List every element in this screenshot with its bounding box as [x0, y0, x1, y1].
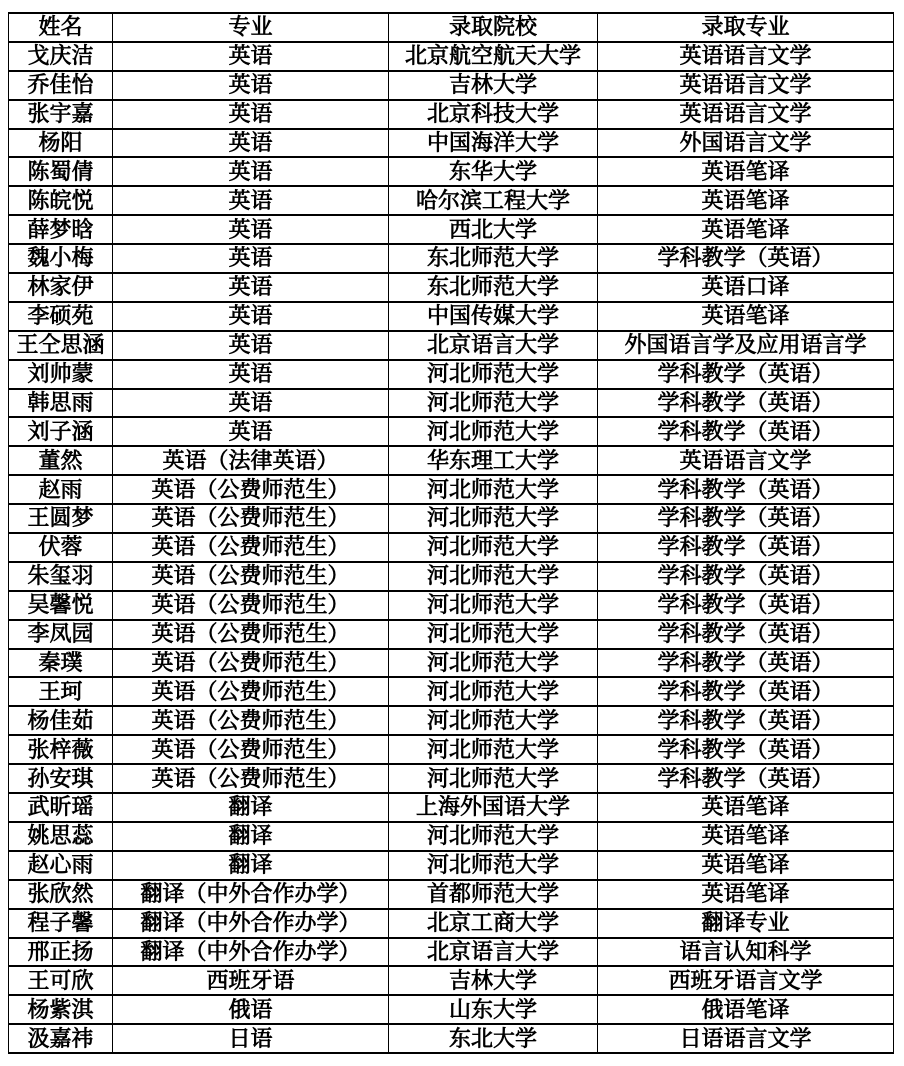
- cell-university: 河北师范大学: [389, 706, 598, 735]
- cell-university: 吉林大学: [389, 71, 598, 100]
- cell-university: 华东理工大学: [389, 446, 598, 475]
- cell-name: 乔佳怡: [9, 71, 113, 100]
- cell-university: 哈尔滨工程大学: [389, 186, 598, 215]
- cell-name: 陈蜀倩: [9, 157, 113, 186]
- table-row: [9, 591, 894, 620]
- table-row: [9, 157, 894, 186]
- cell-major: 英语: [113, 273, 389, 302]
- cell-major: 英语: [113, 389, 389, 418]
- table-row: [9, 706, 894, 735]
- cell-major: 英语（公费师范生）: [113, 649, 389, 678]
- cell-university: 北京语言大学: [389, 331, 598, 360]
- cell-name: 伏蓉: [9, 533, 113, 562]
- table-row: [9, 822, 894, 851]
- cell-name: 刘帅蒙: [9, 360, 113, 389]
- cell-admitted-major: 学科教学（英语）: [598, 764, 894, 793]
- cell-university: 河北师范大学: [389, 475, 598, 504]
- cell-name: 杨佳茹: [9, 706, 113, 735]
- cell-admitted-major: 学科教学（英语）: [598, 562, 894, 591]
- column-header-major: 专业: [113, 13, 389, 42]
- table-row: [9, 302, 894, 331]
- cell-admitted-major: 英语笔译: [598, 851, 894, 880]
- cell-admitted-major: 学科教学（英语）: [598, 389, 894, 418]
- cell-major: 英语（公费师范生）: [113, 562, 389, 591]
- header-row: [9, 13, 894, 42]
- table-row: [9, 504, 894, 533]
- cell-university: 河北师范大学: [389, 735, 598, 764]
- cell-name: 杨阳: [9, 129, 113, 158]
- cell-major: 日语: [113, 1024, 389, 1053]
- cell-major: 英语: [113, 244, 389, 273]
- cell-admitted-major: 英语口译: [598, 273, 894, 302]
- cell-admitted-major: 西班牙语言文学: [598, 966, 894, 995]
- cell-university: 河北师范大学: [389, 417, 598, 446]
- cell-university: 北京科技大学: [389, 100, 598, 129]
- cell-name: 林家伊: [9, 273, 113, 302]
- cell-major: 英语（公费师范生）: [113, 706, 389, 735]
- cell-admitted-major: 日语语言文学: [598, 1024, 894, 1053]
- table-row: [9, 42, 894, 71]
- cell-major: 英语: [113, 71, 389, 100]
- cell-admitted-major: 学科教学（英语）: [598, 735, 894, 764]
- cell-name: 汲嘉祎: [9, 1024, 113, 1053]
- admissions-table: [8, 12, 894, 1054]
- cell-admitted-major: 语言认知科学: [598, 938, 894, 967]
- cell-university: 河北师范大学: [389, 504, 598, 533]
- cell-major: 西班牙语: [113, 966, 389, 995]
- cell-name: 王可欣: [9, 966, 113, 995]
- table-row: [9, 100, 894, 129]
- cell-admitted-major: 英语语言文学: [598, 446, 894, 475]
- cell-major: 英语（公费师范生）: [113, 475, 389, 504]
- cell-university: 河北师范大学: [389, 389, 598, 418]
- cell-name: 邢正扬: [9, 938, 113, 967]
- cell-major: 英语: [113, 129, 389, 158]
- cell-admitted-major: 英语笔译: [598, 302, 894, 331]
- cell-major: 英语: [113, 186, 389, 215]
- cell-admitted-major: 学科教学（英语）: [598, 360, 894, 389]
- table-row: [9, 186, 894, 215]
- admissions-table-container: [8, 12, 894, 1054]
- cell-admitted-major: 英语笔译: [598, 186, 894, 215]
- table-header: [9, 13, 894, 42]
- cell-major: 英语（公费师范生）: [113, 735, 389, 764]
- cell-major: 英语（公费师范生）: [113, 591, 389, 620]
- cell-admitted-major: 学科教学（英语）: [598, 706, 894, 735]
- cell-major: 英语（法律英语）: [113, 446, 389, 475]
- column-header-name: 姓名: [9, 13, 113, 42]
- cell-name: 赵雨: [9, 475, 113, 504]
- table-row: [9, 475, 894, 504]
- cell-major: 英语: [113, 360, 389, 389]
- table-row: [9, 562, 894, 591]
- column-header-admitted-major: 录取专业: [598, 13, 894, 42]
- cell-admitted-major: 学科教学（英语）: [598, 417, 894, 446]
- cell-university: 吉林大学: [389, 966, 598, 995]
- cell-major: 翻译: [113, 793, 389, 822]
- cell-major: 英语: [113, 42, 389, 71]
- cell-university: 北京工商大学: [389, 909, 598, 938]
- cell-major: 俄语: [113, 995, 389, 1024]
- cell-name: 薛梦晗: [9, 215, 113, 244]
- cell-name: 王圆梦: [9, 504, 113, 533]
- cell-name: 姚思蕊: [9, 822, 113, 851]
- cell-name: 张宇嘉: [9, 100, 113, 129]
- table-row: [9, 215, 894, 244]
- table-row: [9, 793, 894, 822]
- cell-university: 河北师范大学: [389, 562, 598, 591]
- cell-admitted-major: 学科教学（英语）: [598, 244, 894, 273]
- table-row: [9, 360, 894, 389]
- table-row: [9, 389, 894, 418]
- table-row: [9, 909, 894, 938]
- table-row: [9, 331, 894, 360]
- cell-university: 河北师范大学: [389, 851, 598, 880]
- cell-university: 上海外国语大学: [389, 793, 598, 822]
- cell-name: 吴馨悦: [9, 591, 113, 620]
- table-row: [9, 273, 894, 302]
- cell-university: 中国海洋大学: [389, 129, 598, 158]
- table-row: [9, 851, 894, 880]
- cell-name: 张欣然: [9, 880, 113, 909]
- cell-major: 英语: [113, 100, 389, 129]
- cell-name: 杨紫淇: [9, 995, 113, 1024]
- cell-university: 河北师范大学: [389, 360, 598, 389]
- cell-major: 英语（公费师范生）: [113, 764, 389, 793]
- cell-name: 武昕瑶: [9, 793, 113, 822]
- cell-name: 张梓薇: [9, 735, 113, 764]
- table-row: [9, 735, 894, 764]
- cell-major: 英语: [113, 417, 389, 446]
- cell-name: 刘子涵: [9, 417, 113, 446]
- cell-name: 王仝思涵: [9, 331, 113, 360]
- cell-university: 河北师范大学: [389, 533, 598, 562]
- cell-university: 东北师范大学: [389, 244, 598, 273]
- cell-major: 翻译（中外合作办学）: [113, 938, 389, 967]
- cell-university: 东北大学: [389, 1024, 598, 1053]
- cell-name: 赵心雨: [9, 851, 113, 880]
- cell-admitted-major: 学科教学（英语）: [598, 504, 894, 533]
- table-row: [9, 417, 894, 446]
- table-row: [9, 880, 894, 909]
- cell-major: 英语: [113, 302, 389, 331]
- table-row: [9, 966, 894, 995]
- cell-university: 首都师范大学: [389, 880, 598, 909]
- cell-name: 朱玺羽: [9, 562, 113, 591]
- cell-name: 孙安琪: [9, 764, 113, 793]
- table-row: [9, 620, 894, 649]
- cell-name: 戈庆洁: [9, 42, 113, 71]
- table-row: [9, 764, 894, 793]
- cell-name: 程子馨: [9, 909, 113, 938]
- cell-admitted-major: 学科教学（英语）: [598, 591, 894, 620]
- table-body: [9, 42, 894, 1053]
- cell-name: 秦璞: [9, 649, 113, 678]
- column-header-university: 录取院校: [389, 13, 598, 42]
- cell-name: 陈皖悦: [9, 186, 113, 215]
- cell-major: 翻译: [113, 822, 389, 851]
- cell-name: 李凤园: [9, 620, 113, 649]
- cell-university: 河北师范大学: [389, 591, 598, 620]
- cell-admitted-major: 英语笔译: [598, 215, 894, 244]
- cell-university: 山东大学: [389, 995, 598, 1024]
- cell-university: 河北师范大学: [389, 620, 598, 649]
- cell-admitted-major: 英语笔译: [598, 793, 894, 822]
- table-row: [9, 129, 894, 158]
- cell-university: 河北师范大学: [389, 677, 598, 706]
- cell-name: 董然: [9, 446, 113, 475]
- cell-major: 英语（公费师范生）: [113, 620, 389, 649]
- cell-admitted-major: 英语语言文学: [598, 42, 894, 71]
- cell-admitted-major: 俄语笔译: [598, 995, 894, 1024]
- cell-major: 翻译: [113, 851, 389, 880]
- cell-major: 英语（公费师范生）: [113, 677, 389, 706]
- table-row: [9, 677, 894, 706]
- cell-name: 魏小梅: [9, 244, 113, 273]
- cell-university: 河北师范大学: [389, 764, 598, 793]
- cell-admitted-major: 学科教学（英语）: [598, 620, 894, 649]
- cell-university: 河北师范大学: [389, 822, 598, 851]
- cell-admitted-major: 学科教学（英语）: [598, 533, 894, 562]
- cell-major: 英语: [113, 157, 389, 186]
- cell-major: 翻译（中外合作办学）: [113, 880, 389, 909]
- table-row: [9, 244, 894, 273]
- cell-university: 北京航空航天大学: [389, 42, 598, 71]
- cell-university: 东华大学: [389, 157, 598, 186]
- cell-name: 李硕苑: [9, 302, 113, 331]
- table-row: [9, 649, 894, 678]
- table-row: [9, 938, 894, 967]
- cell-university: 中国传媒大学: [389, 302, 598, 331]
- cell-name: 王珂: [9, 677, 113, 706]
- cell-major: 英语（公费师范生）: [113, 533, 389, 562]
- cell-admitted-major: 英语笔译: [598, 880, 894, 909]
- table-row: [9, 533, 894, 562]
- cell-admitted-major: 外国语言文学: [598, 129, 894, 158]
- cell-university: 东北师范大学: [389, 273, 598, 302]
- cell-major: 英语: [113, 215, 389, 244]
- cell-university: 北京语言大学: [389, 938, 598, 967]
- cell-major: 翻译（中外合作办学）: [113, 909, 389, 938]
- cell-admitted-major: 英语语言文学: [598, 100, 894, 129]
- cell-admitted-major: 外国语言学及应用语言学: [598, 331, 894, 360]
- table-row: [9, 71, 894, 100]
- cell-name: 韩思雨: [9, 389, 113, 418]
- cell-admitted-major: 英语笔译: [598, 822, 894, 851]
- cell-admitted-major: 学科教学（英语）: [598, 475, 894, 504]
- table-row: [9, 995, 894, 1024]
- cell-admitted-major: 学科教学（英语）: [598, 649, 894, 678]
- table-row: [9, 1024, 894, 1053]
- cell-university: 西北大学: [389, 215, 598, 244]
- cell-major: 英语: [113, 331, 389, 360]
- cell-admitted-major: 学科教学（英语）: [598, 677, 894, 706]
- cell-admitted-major: 翻译专业: [598, 909, 894, 938]
- cell-admitted-major: 英语语言文学: [598, 71, 894, 100]
- table-row: [9, 446, 894, 475]
- cell-admitted-major: 英语笔译: [598, 157, 894, 186]
- cell-major: 英语（公费师范生）: [113, 504, 389, 533]
- cell-university: 河北师范大学: [389, 649, 598, 678]
